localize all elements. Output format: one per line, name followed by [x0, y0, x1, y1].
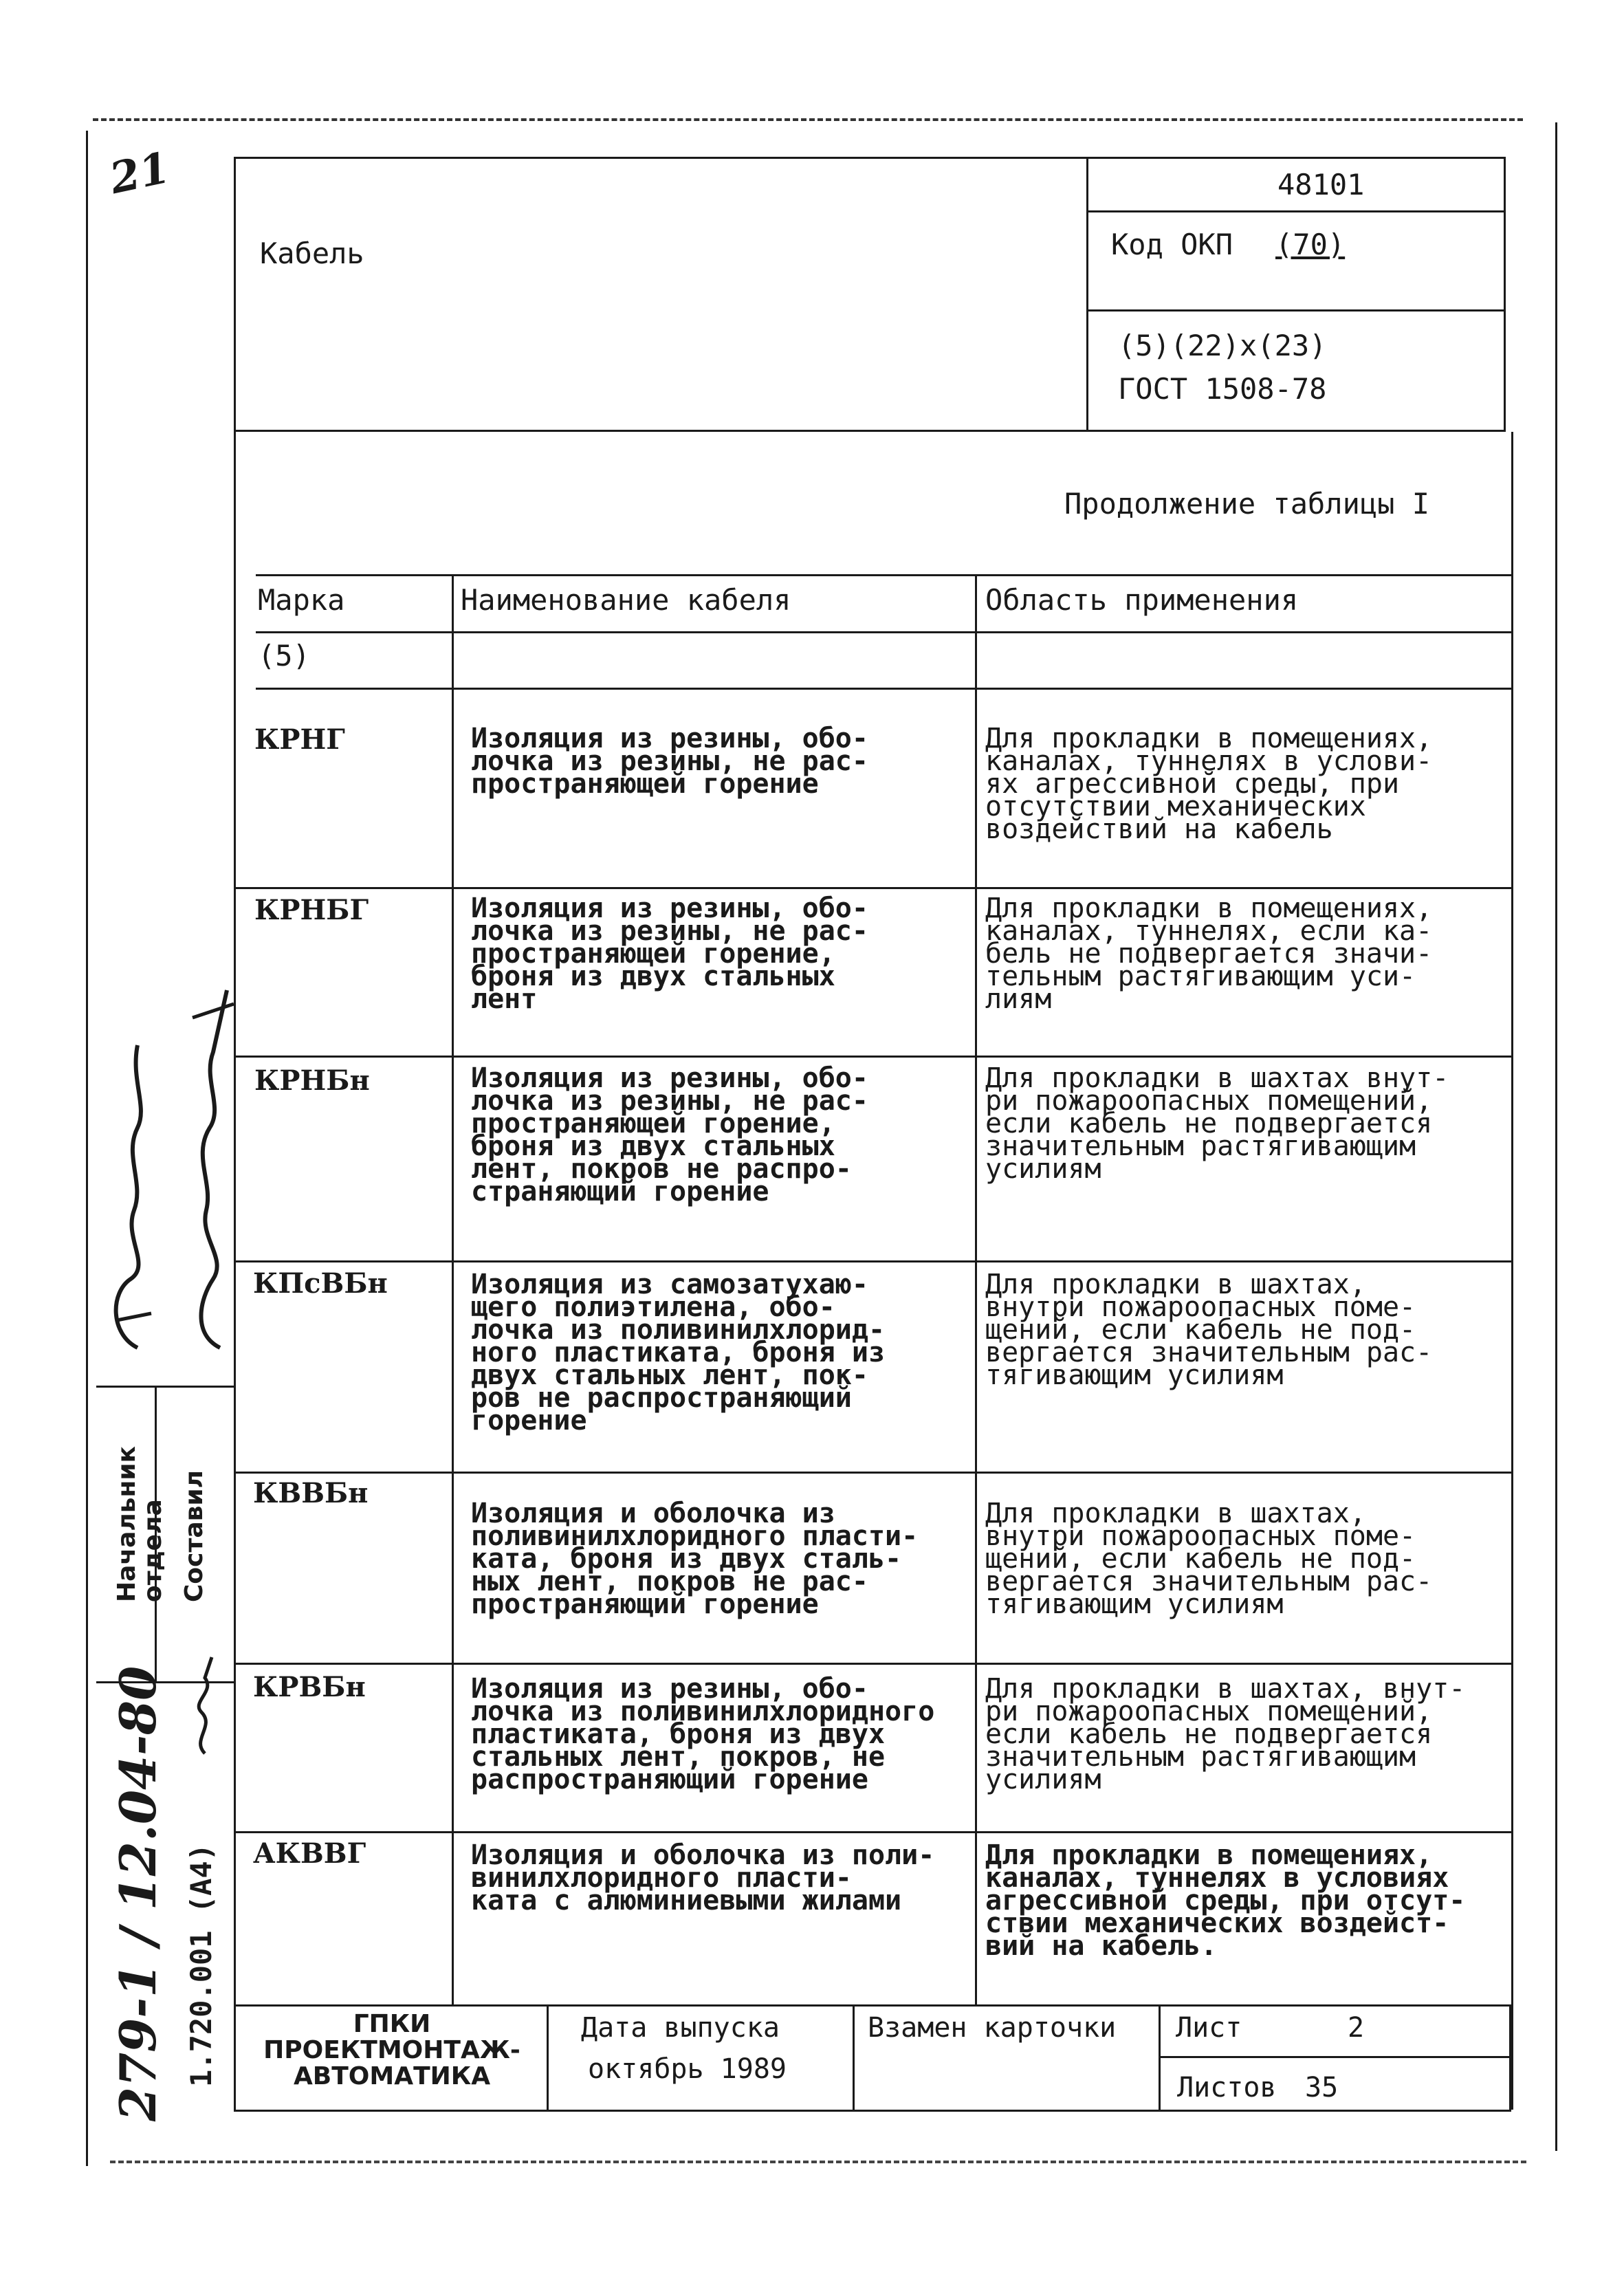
release-value: октябрь 1989 [588, 2053, 787, 2085]
row-mark: АКВВГ [253, 1837, 366, 1870]
footer-sheet-sep [1159, 2056, 1511, 2058]
col-divider-2 [975, 574, 977, 2004]
row-sep [234, 1663, 1511, 1665]
head-label: Начальник отдела [113, 1445, 167, 1602]
header-divider [1086, 157, 1088, 432]
designation: (5)(22)x(23) [1118, 329, 1327, 362]
header-right-sep2 [1086, 309, 1506, 311]
row-use: Для прокладки в помещениях, каналах, туннелях в услови- ях агрессивной среды, при отсутствии механических воздействий на кабель [985, 723, 1433, 845]
doc-code-handwritten: 279-1 / 12.04-80 [109, 1665, 167, 2121]
footer-div-2 [853, 2004, 855, 2112]
left-margin-line [86, 131, 88, 2166]
okp-value: (70) [1275, 228, 1346, 261]
signature-head [96, 1031, 165, 1362]
row-name: Изоляция и оболочка из поливинилхлоридного пласти- ката, броня из двух сталь- ных лент, покров не рас- пространяющий горение [471, 1498, 919, 1620]
body-right-border [1511, 432, 1513, 2110]
row-sep [234, 1472, 1511, 1474]
sheets-label: Листов [1177, 2072, 1277, 2103]
row-sep [234, 1056, 1511, 1058]
top-dashed-border [93, 118, 1523, 121]
org-line-1: ГПКИ [353, 2010, 431, 2038]
right-margin-line [1555, 122, 1557, 2151]
replaces-label: Взамен карточки [868, 2012, 1117, 2044]
row-mark: КРВБн [253, 1671, 366, 1703]
col-header-name: Наименование кабеля [461, 583, 791, 617]
sheet-label: Лист [1176, 2012, 1242, 2044]
table-sub-line [256, 688, 1511, 690]
release-label: Дата выпуска [581, 2012, 780, 2044]
bottom-dashed-border [110, 2161, 1526, 2163]
row-mark: КРНГ [254, 723, 345, 756]
signature-composer [165, 976, 241, 1362]
table-top-line [256, 574, 1511, 576]
form-code: 1.720.001 (А4) [184, 1843, 218, 2087]
page-number-handwritten: 21 [105, 142, 174, 204]
row-sep [234, 1831, 1511, 1833]
row-use: Для прокладки в шахтах внут- ри пожароопасных помещений, если кабель не подвергается значительным растягивающим усилиям [985, 1062, 1449, 1185]
row-mark: КРНБн [254, 1064, 370, 1097]
col-header-use: Область применения [985, 583, 1299, 617]
row-mark: КРНБГ [254, 894, 369, 926]
standard: ГОСТ 1508-78 [1118, 372, 1327, 406]
signature-small [177, 1650, 232, 1760]
row-use: Для прокладки в шахтах, внутри пожароопасных поме- щений, если кабель не под- вергается значительным рас- тягивающим усилиям [985, 1498, 1433, 1620]
row-name: Изоляция из резины, обо- лочка из поливинилхлоридного пластиката, броня из двух стальных лент, покров, не распространяющий горение [471, 1673, 935, 1795]
row-sep [234, 887, 1511, 889]
row-use: Для прокладки в помещениях, каналах, туннелях, если ка- бель не подвергается значи- тельным растягивающим уси- лиям [985, 893, 1433, 1015]
row-name: Изоляция из резины, обо- лочка из резины, не рас- пространяющей горение [471, 723, 868, 800]
table-head-line [256, 631, 1511, 633]
table-caption: Продолжение таблицы I [1064, 487, 1430, 521]
row-name: Изоляция из резины, обо- лочка из резины, не рас- пространяющей горение, броня из двух стальных лент, покров не распро- страняющий горение [471, 1062, 868, 1207]
row-use: Для прокладки в шахтах, внут- ри пожароопасных помещений, если кабель не подвергается значительным растягивающим усилиям [985, 1673, 1466, 1795]
row-name: Изоляция из резины, обо- лочка из резины, не рас- пространяющей горение, броня из двух стальных лент [471, 893, 868, 1015]
card-number: 48101 [1277, 168, 1365, 201]
col-header-mark: Марка [258, 583, 345, 617]
composed-label: Составил [180, 1469, 208, 1602]
sheet-value: 2 [1348, 2012, 1365, 2044]
stamp-top [96, 1386, 234, 1388]
row-name: Изоляция из самозатухаю- щего полиэтилена, обо- лочка из поливинилхлорид- ного пластиката, броня из двух стальных лент, пок- ров не распространяющий горение [471, 1269, 886, 1436]
org-line-3: АВТОМАТИКА [293, 2062, 491, 2090]
row-sep [234, 1260, 1511, 1262]
footer-div-1 [547, 2004, 549, 2112]
okp-label: Код ОКП [1111, 228, 1233, 261]
org-line-2: ПРОЕКТМОНТАЖ- [263, 2036, 520, 2064]
header-right-sep1 [1086, 210, 1506, 212]
column-number-marker: (5) [258, 639, 310, 673]
org-name [241, 2011, 543, 2090]
row-use: Для прокладки в шахтах, внутри пожароопасных поме- щений, если кабель не под- вергается значительным рас- тягивающим усилиям [985, 1269, 1433, 1391]
row-use: Для прокладки в помещениях, каналах, туннелях в условиях агрессивной среды, при отсут- ствии механических воздейст- вий на кабель. [985, 1839, 1466, 1962]
row-name: Изоляция и оболочка из поли- винилхлоридного пласти- ката с алюминиевыми жилами [471, 1839, 935, 1916]
footer-div-3 [1159, 2004, 1161, 2112]
cable-title: Кабель [260, 237, 364, 270]
row-mark: КВВБн [253, 1477, 369, 1509]
sheets-value: 35 [1305, 2072, 1339, 2103]
col-divider-1 [452, 574, 454, 2004]
row-mark: КПсВБн [253, 1267, 388, 1300]
